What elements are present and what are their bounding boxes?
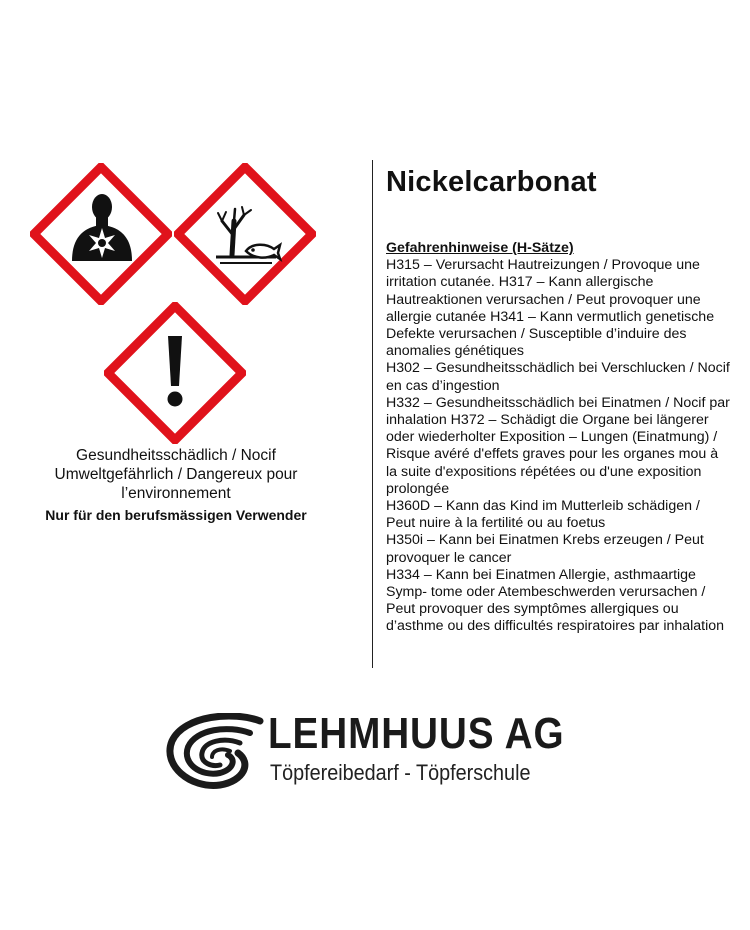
- professional-use-note: Nur für den berufsmässigen Verwender: [45, 507, 307, 523]
- h-statement: H334 – Kann bei Einatmen Allergie, asthmaartige Symp- tome oder Atembeschwerden verursachen / Peut provoquer des symptômes allergiques ou d’asthme ou des difficultés respiratoires par inhalation: [386, 566, 725, 635]
- exclamation-mark-icon: [104, 302, 246, 444]
- h-statement: H332 – Gesundheitsschädlich bei Einatmen / Nocif par inhalation H372 – Schädigt die Organe bei längerer oder wiederholter Exposition – Lungen (Einatmung) / Risque avéré d'effets graves pour les organes mou à la suite d'expositions répétées ou d'une exposition prolongée: [386, 394, 730, 497]
- hazard-word-line: l’environnement: [121, 485, 231, 502]
- health-hazard-pictogram: [30, 163, 172, 305]
- spiral-logo-icon: [164, 713, 264, 793]
- exclamation-mark-pictogram: [104, 302, 246, 444]
- column-divider: [372, 160, 373, 668]
- hazard-designation: [20, 446, 332, 503]
- hazard-word-line: Umweltgefährlich / Dangereux pour: [54, 466, 298, 483]
- h-statement: H360D – Kann das Kind im Mutterleib schädigen / Peut nuire à la fertilité ou au foetus: [386, 498, 700, 532]
- h-statement: H315 – Verursacht Hautreizungen / Provoque une irritation cutanée. H317 – Kann allergische Hautreaktionen verursachen / Peut provoquer une allergie cutanée H341 – Kann vermutlich genetische Defekte verursachen / Susceptible d’induire des anomalies génétiques: [386, 257, 715, 360]
- h-statements-section: [386, 240, 732, 636]
- health-hazard-icon: [30, 163, 172, 305]
- company-tagline: Töpfereibedarf - Töpferschule: [270, 760, 531, 785]
- product-title: Nickelcarbonat: [386, 166, 597, 198]
- environment-hazard-pictogram: [174, 163, 316, 305]
- h-statements-heading: Gefahrenhinweise (H-Sätze): [386, 240, 574, 256]
- company-name: LEHMHUUS AG: [268, 709, 565, 758]
- h-statement: H350i – Kann bei Einatmen Krebs erzeugen / Peut provoquer le cancer: [386, 532, 704, 566]
- h-statement: H302 – Gesundheitsschädlich bei Verschlucken / Nocif en cas d’ingestion: [386, 360, 730, 394]
- hazard-word-line: Gesundheitsschädlich / Nocif: [76, 447, 276, 464]
- environment-hazard-icon: [174, 163, 316, 305]
- company-logo: [164, 707, 564, 797]
